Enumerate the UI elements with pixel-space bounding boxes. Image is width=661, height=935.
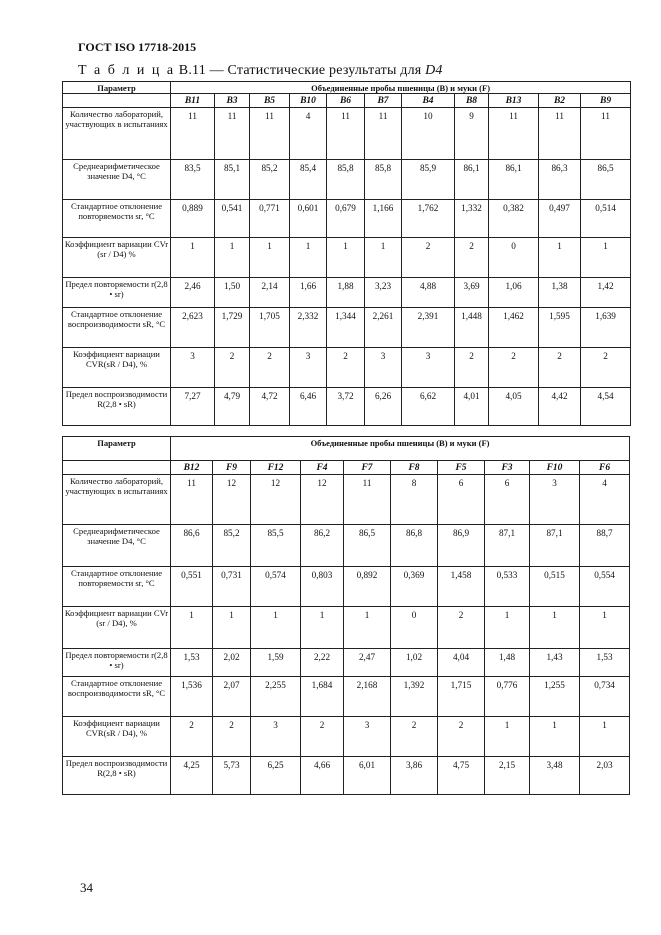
- table-cell: 3,72: [327, 388, 365, 426]
- table-cell: 11: [215, 108, 250, 160]
- param-header-blank: [63, 94, 171, 108]
- table-cell: 88,7: [580, 525, 630, 567]
- column-header-row: [63, 94, 631, 108]
- table-cell: 1,88: [327, 278, 365, 308]
- table-cell: 2: [250, 348, 290, 388]
- table-cell: 1,50: [215, 278, 250, 308]
- table-cell: 2,14: [250, 278, 290, 308]
- table-cell: 1: [581, 238, 631, 278]
- column-header: B10: [290, 94, 327, 108]
- table-cell: 1,448: [455, 308, 489, 348]
- table-cell: 1,43: [530, 649, 580, 677]
- table-cell: 6,01: [344, 757, 391, 795]
- table-cell: 11: [344, 475, 391, 525]
- table-cell: 1: [580, 607, 630, 649]
- table-cell: 0,892: [344, 567, 391, 607]
- table-cell: 2: [327, 348, 365, 388]
- row-parameter: Стандартное отклонение повторяемости sr, °C: [63, 200, 171, 238]
- param-header-blank: [63, 461, 171, 475]
- table-cell: 1,762: [402, 200, 455, 238]
- row-parameter: Предел воспроизводимости R(2,8 • sR): [63, 757, 171, 795]
- page-number: 34: [80, 880, 93, 895]
- table-cell: 0,369: [391, 567, 438, 607]
- table-cell: 1,392: [391, 677, 438, 717]
- table-cell: 1,536: [171, 677, 213, 717]
- table-cell: 0,601: [290, 200, 327, 238]
- table-cell: 2,15: [485, 757, 530, 795]
- table-cell: 0,889: [171, 200, 215, 238]
- row-parameter: Стандартное отклонение воспроизводимости sR, °C: [63, 677, 171, 717]
- table-cell: 3: [290, 348, 327, 388]
- table-cell: 85,9: [402, 160, 455, 200]
- table-cell: 85,4: [290, 160, 327, 200]
- row-parameter: Количество лабораторий, участвующих в испытаниях: [63, 475, 171, 525]
- table-row: [63, 238, 631, 278]
- table-cell: 1,705: [250, 308, 290, 348]
- table-cell: 0,731: [213, 567, 251, 607]
- table-cell: 1,48: [485, 649, 530, 677]
- table-row: [63, 160, 631, 200]
- table-cell: 86,5: [581, 160, 631, 200]
- column-header: B6: [327, 94, 365, 108]
- table-cell: 1,344: [327, 308, 365, 348]
- table-cell: 0,497: [539, 200, 581, 238]
- column-header: B13: [489, 94, 539, 108]
- table-cell: 4,05: [489, 388, 539, 426]
- column-header: B3: [215, 94, 250, 108]
- table-cell: 2,46: [171, 278, 215, 308]
- table-cell: 3: [251, 717, 301, 757]
- table-cell: 0,574: [251, 567, 301, 607]
- table-title-variable: D4: [425, 63, 443, 78]
- table-cell: 6,62: [402, 388, 455, 426]
- column-header: B11: [171, 94, 215, 108]
- table-cell: 86,8: [391, 525, 438, 567]
- table-cell: 1,02: [391, 649, 438, 677]
- table-cell: 12: [251, 475, 301, 525]
- table-cell: 2: [402, 238, 455, 278]
- table-cell: 2: [455, 348, 489, 388]
- row-parameter: Среднеарифметическое значение D4, °C: [63, 525, 171, 567]
- table-cell: 86,6: [171, 525, 213, 567]
- table-row: [63, 757, 630, 795]
- column-header: F3: [485, 461, 530, 475]
- table-cell: 85,8: [365, 160, 402, 200]
- table-row: [63, 525, 630, 567]
- table-cell: 86,5: [344, 525, 391, 567]
- table-cell: 6: [485, 475, 530, 525]
- column-header: F8: [391, 461, 438, 475]
- table-cell: 1,639: [581, 308, 631, 348]
- table-cell: 4,88: [402, 278, 455, 308]
- table-cell: 0,734: [580, 677, 630, 717]
- table-cell: 5,73: [213, 757, 251, 795]
- table-cell: 6: [438, 475, 485, 525]
- table-row: [63, 348, 631, 388]
- table-row: [63, 607, 630, 649]
- column-header: B4: [402, 94, 455, 108]
- table-cell: 12: [301, 475, 344, 525]
- table-cell: 11: [327, 108, 365, 160]
- table-cell: 0,554: [580, 567, 630, 607]
- table-row: [63, 278, 631, 308]
- table-cell: 3: [402, 348, 455, 388]
- table-cell: 3,23: [365, 278, 402, 308]
- table-cell: 2: [215, 348, 250, 388]
- table-cell: 86,2: [301, 525, 344, 567]
- table-cell: 1: [580, 717, 630, 757]
- table-cell: 2,168: [344, 677, 391, 717]
- table-row: [63, 308, 631, 348]
- table-cell: 2,623: [171, 308, 215, 348]
- table-cell: 1: [250, 238, 290, 278]
- table-cell: 0,382: [489, 200, 539, 238]
- table-cell: 1,42: [581, 278, 631, 308]
- table-cell: 4,75: [438, 757, 485, 795]
- table-cell: 86,9: [438, 525, 485, 567]
- table-cell: 3: [171, 348, 215, 388]
- table-cell: 2: [171, 717, 213, 757]
- table-cell: 87,1: [485, 525, 530, 567]
- row-parameter: Предел повторяемости r(2,8 • sr): [63, 278, 171, 308]
- table-cell: 4,01: [455, 388, 489, 426]
- table-cell: 83,5: [171, 160, 215, 200]
- table-cell: 1: [530, 607, 580, 649]
- stats-table-part2: [62, 436, 630, 795]
- column-header: F12: [251, 461, 301, 475]
- table-cell: 86,1: [455, 160, 489, 200]
- column-header: F10: [530, 461, 580, 475]
- table-cell: 1: [344, 607, 391, 649]
- table-cell: 1,06: [489, 278, 539, 308]
- table-cell: 4: [580, 475, 630, 525]
- column-header: B8: [455, 94, 489, 108]
- column-header-row: [63, 461, 630, 475]
- table-cell: 4,66: [301, 757, 344, 795]
- column-header: F9: [213, 461, 251, 475]
- table-cell: 1,684: [301, 677, 344, 717]
- table-cell: 9: [455, 108, 489, 160]
- column-header: B12: [171, 461, 213, 475]
- table-cell: 2: [438, 607, 485, 649]
- table-cell: 1: [539, 238, 581, 278]
- table-cell: 1,53: [171, 649, 213, 677]
- table-cell: 1,595: [539, 308, 581, 348]
- column-header: B5: [250, 94, 290, 108]
- table-row: [63, 677, 630, 717]
- table-cell: 4,79: [215, 388, 250, 426]
- row-parameter: Стандартное отклонение воспроизводимости sR, °C: [63, 308, 171, 348]
- table-cell: 1,458: [438, 567, 485, 607]
- table-cell: 1: [485, 607, 530, 649]
- table-cell: 1: [530, 717, 580, 757]
- table-row: [63, 649, 630, 677]
- table-cell: 2,02: [213, 649, 251, 677]
- table-cell: 1: [485, 717, 530, 757]
- table-cell: 3,86: [391, 757, 438, 795]
- table-cell: 1,462: [489, 308, 539, 348]
- table-cell: 1,53: [580, 649, 630, 677]
- table-cell: 0,541: [215, 200, 250, 238]
- table-cell: 0: [391, 607, 438, 649]
- table-row: [63, 475, 630, 525]
- table-cell: 0,803: [301, 567, 344, 607]
- table-cell: 4,42: [539, 388, 581, 426]
- table-cell: 11: [365, 108, 402, 160]
- table-cell: 85,2: [250, 160, 290, 200]
- table-cell: 4,72: [250, 388, 290, 426]
- table-row: [63, 388, 631, 426]
- column-header: F5: [438, 461, 485, 475]
- table-cell: 8: [391, 475, 438, 525]
- table-cell: 2,261: [365, 308, 402, 348]
- table-title-prefix: Т а б л и ц а: [78, 63, 176, 78]
- column-header: F4: [301, 461, 344, 475]
- column-header: F6: [580, 461, 630, 475]
- table-cell: 2: [438, 717, 485, 757]
- table-cell: 0,679: [327, 200, 365, 238]
- table-cell: 11: [489, 108, 539, 160]
- stats-table-part1: [62, 81, 631, 426]
- row-parameter: Коэффициент вариации CVR(sR / D4), %: [63, 717, 171, 757]
- group-header: Объединенные пробы пшеницы (B) и муки (F): [171, 82, 631, 94]
- table-cell: 2,332: [290, 308, 327, 348]
- row-parameter: Среднеарифметическое значение D4, °C: [63, 160, 171, 200]
- table-row: [63, 108, 631, 160]
- row-parameter: Количество лабораторий, участвующих в испытаниях: [63, 108, 171, 160]
- table-cell: 11: [581, 108, 631, 160]
- table-cell: 2: [391, 717, 438, 757]
- table-cell: 11: [171, 108, 215, 160]
- table-cell: 86,3: [539, 160, 581, 200]
- table-row: [63, 200, 631, 238]
- table-cell: 1,66: [290, 278, 327, 308]
- param-header: Параметр: [63, 437, 171, 461]
- table-cell: 1: [171, 238, 215, 278]
- table-cell: 0,771: [250, 200, 290, 238]
- row-parameter: Стандартное отклонение повторяемости sr, °C: [63, 567, 171, 607]
- table-cell: 4,04: [438, 649, 485, 677]
- table-cell: 1,38: [539, 278, 581, 308]
- table-cell: 0,533: [485, 567, 530, 607]
- table-cell: 10: [402, 108, 455, 160]
- column-header: F7: [344, 461, 391, 475]
- table-cell: 2,22: [301, 649, 344, 677]
- row-parameter: Предел повторяемости r(2,8 • sr): [63, 649, 171, 677]
- table-cell: 1,729: [215, 308, 250, 348]
- table-cell: 2: [301, 717, 344, 757]
- table-cell: 0,515: [530, 567, 580, 607]
- table-cell: 0,776: [485, 677, 530, 717]
- table-cell: 2: [213, 717, 251, 757]
- table-cell: 1,255: [530, 677, 580, 717]
- table-cell: 2,47: [344, 649, 391, 677]
- table-cell: 1: [365, 238, 402, 278]
- table-cell: 11: [250, 108, 290, 160]
- table-row: [63, 717, 630, 757]
- table-cell: 1,715: [438, 677, 485, 717]
- table-title-text: В.11 — Статистические результаты для: [175, 63, 426, 78]
- table-cell: 1,166: [365, 200, 402, 238]
- table-cell: 2: [489, 348, 539, 388]
- table-cell: 6,26: [365, 388, 402, 426]
- table-cell: 4: [290, 108, 327, 160]
- table-cell: 2,03: [580, 757, 630, 795]
- table-cell: 6,46: [290, 388, 327, 426]
- table-cell: 7,27: [171, 388, 215, 426]
- table-cell: 3,48: [530, 757, 580, 795]
- table-cell: 1: [327, 238, 365, 278]
- table-cell: 1: [290, 238, 327, 278]
- table-row: [63, 567, 630, 607]
- row-parameter: Коэффициент вариации CVr (sr / D4), %: [63, 607, 171, 649]
- table-cell: 2,255: [251, 677, 301, 717]
- column-header: B9: [581, 94, 631, 108]
- table-cell: 4,54: [581, 388, 631, 426]
- table-cell: 3: [344, 717, 391, 757]
- table-cell: 3: [530, 475, 580, 525]
- table-cell: 85,5: [251, 525, 301, 567]
- table-cell: 6,25: [251, 757, 301, 795]
- row-parameter: Коэффициент вариации CVR(sR / D4), %: [63, 348, 171, 388]
- table-cell: 3: [365, 348, 402, 388]
- table-cell: 1,59: [251, 649, 301, 677]
- table-cell: 2,07: [213, 677, 251, 717]
- table-cell: 2: [455, 238, 489, 278]
- table-cell: 1,332: [455, 200, 489, 238]
- table-cell: 86,1: [489, 160, 539, 200]
- table-cell: 2: [581, 348, 631, 388]
- column-header: B2: [539, 94, 581, 108]
- table-cell: 0,514: [581, 200, 631, 238]
- row-parameter: Коэффициент вариации CVr (sr / D4) %: [63, 238, 171, 278]
- table-cell: 2: [539, 348, 581, 388]
- table-cell: 12: [213, 475, 251, 525]
- table-cell: 85,2: [213, 525, 251, 567]
- table-cell: 11: [539, 108, 581, 160]
- table-cell: 4,25: [171, 757, 213, 795]
- table-cell: 0: [489, 238, 539, 278]
- table-cell: 2,391: [402, 308, 455, 348]
- table-cell: 1: [171, 607, 213, 649]
- group-header: Объединенные пробы пшеницы (B) и муки (F): [171, 437, 630, 461]
- table-cell: 85,8: [327, 160, 365, 200]
- table-cell: 1: [251, 607, 301, 649]
- table-cell: 1: [213, 607, 251, 649]
- table-cell: 3,69: [455, 278, 489, 308]
- table-cell: 1: [301, 607, 344, 649]
- param-header: Параметр: [63, 82, 171, 94]
- table-cell: 1: [215, 238, 250, 278]
- table-title: [78, 63, 443, 79]
- table-cell: 11: [171, 475, 213, 525]
- table-cell: 0,551: [171, 567, 213, 607]
- document-header: ГОСТ ISO 17718-2015: [78, 40, 197, 54]
- table-cell: 87,1: [530, 525, 580, 567]
- column-header: B7: [365, 94, 402, 108]
- table-cell: 85,1: [215, 160, 250, 200]
- row-parameter: Предел воспроизводимости R(2,8 • sR): [63, 388, 171, 426]
